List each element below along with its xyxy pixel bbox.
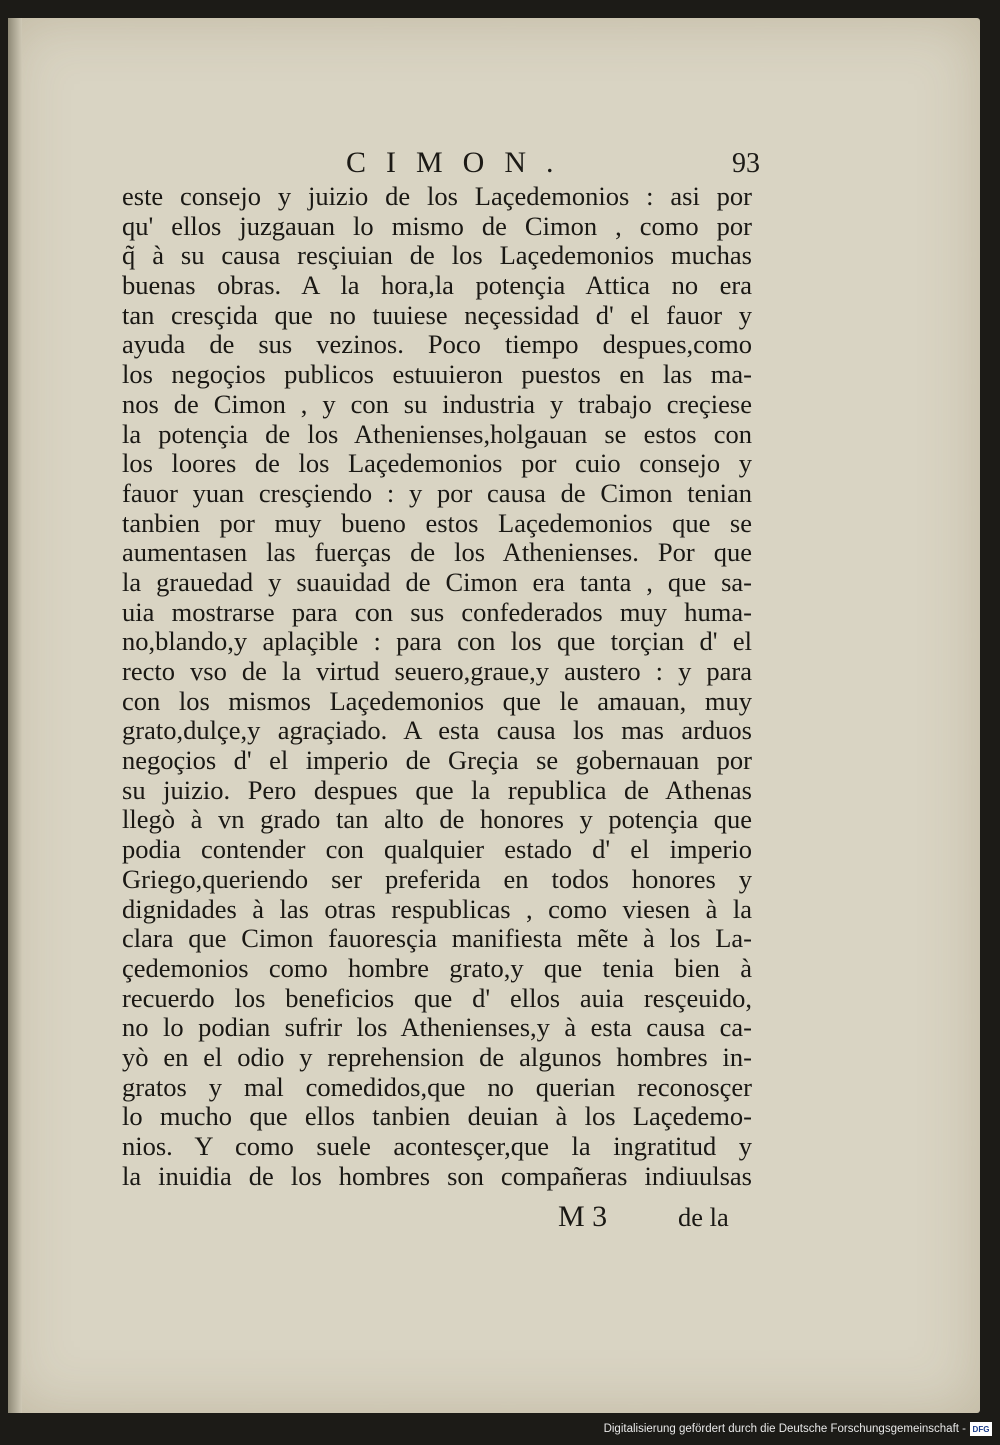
text-line: dignidades à las otras respublicas , como viesen à la <box>122 894 752 924</box>
text-line: su juizio. Pero despues que la republica de Athenas <box>122 775 752 805</box>
text-line: podia contender con qualquier estado d' el imperio <box>122 835 752 865</box>
text-line: tan cresçida que no tuuiese neçessidad d' el fauor y <box>122 300 752 330</box>
text-line: clara que Cimon fauoresçia manifiesta mẽte à los La- <box>122 924 752 954</box>
text-line: q̃ à su causa resçiuian de los Laçedemonios muchas <box>122 241 752 271</box>
dfg-logo-icon: DFG <box>970 1422 992 1436</box>
text-line: çedemonios como hombre grato,y que tenia bien à <box>122 953 752 983</box>
text-line: uia mostrarse para con sus confederados muy huma- <box>122 597 752 627</box>
page-header <box>0 146 1000 186</box>
text-line: negoçios d' el imperio de Greçia se gobernauan por <box>122 746 752 776</box>
text-line: grato,dulçe,y agraçiado. A esta causa los mas arduos <box>122 716 752 746</box>
text-line: con los mismos Laçedemonios que le amauan, muy <box>122 686 752 716</box>
funding-credit: Digitalisierung gefördert durch die Deutsche Forschungsgemeinschaft - <box>603 1423 966 1435</box>
text-line: ayuda de sus vezinos. Poco tiempo despues,como <box>122 330 752 360</box>
text-line: los loores de los Laçedemonios por cuio consejo y <box>122 449 752 479</box>
text-line: no,blando,y aplaçible : para con los que torçian d' el <box>122 627 752 657</box>
text-line: la inuidia de los hombres son compañeras indiuulsas <box>122 1161 752 1191</box>
text-line: nios. Y como suele acontesçer,que la ingratitud y <box>122 1132 752 1161</box>
text-line: fauor yuan cresçiendo : y por causa de Cimon tenian <box>122 478 752 508</box>
signature-mark: M 3 <box>558 1200 608 1233</box>
text-line: qu' ellos juzgauan lo mismo de Cimon , como por <box>122 211 752 241</box>
text-line: gratos y mal comedidos,que no querian reconosçer <box>122 1072 752 1102</box>
text-line: la potençia de los Athenienses,holgauan se estos con <box>122 419 752 449</box>
text-line: los negoçios publicos estuuieron puestos en las ma- <box>122 360 752 390</box>
digitization-footer <box>604 1418 992 1440</box>
catchword: de la <box>678 1202 729 1232</box>
text-line: recuerdo los beneficios que d' ellos auia resçeuido, <box>122 983 752 1013</box>
text-line: no lo podian sufrir los Athenienses,y à esta causa ca- <box>122 1013 752 1043</box>
text-line: lo mucho que ellos tanbien deuian à los Laçedemo- <box>122 1102 752 1132</box>
text-line: recto vso de la virtud seuero,graue,y austero : y para <box>122 657 752 686</box>
text-line: nos de Cimon , y con su industria y trabajo creçiese <box>122 389 752 419</box>
text-line: aumentasen las fuerças de los Athenienses. Por que <box>122 538 752 568</box>
catchword-line <box>0 1200 1000 1236</box>
body-text <box>122 182 752 1191</box>
text-line: Griego,queriendo ser preferida en todos honores y <box>122 864 752 894</box>
running-head: CIMON. <box>346 146 574 179</box>
text-line: la grauedad y suauidad de Cimon era tanta , que sa- <box>122 567 752 597</box>
text-line: llegò à vn grado tan alto de honores y potençia que <box>122 805 752 835</box>
text-line: buenas obras. A la hora,la potençia Attica no era <box>122 271 752 301</box>
text-line: tanbien por muy bueno estos Laçedemonios que se <box>122 508 752 538</box>
page-number: 93 <box>732 148 760 179</box>
text-line: yò en el odio y reprehension de algunos hombres in- <box>122 1042 752 1072</box>
text-line: este consejo y juizio de los Laçedemonios : asi por <box>122 182 752 211</box>
